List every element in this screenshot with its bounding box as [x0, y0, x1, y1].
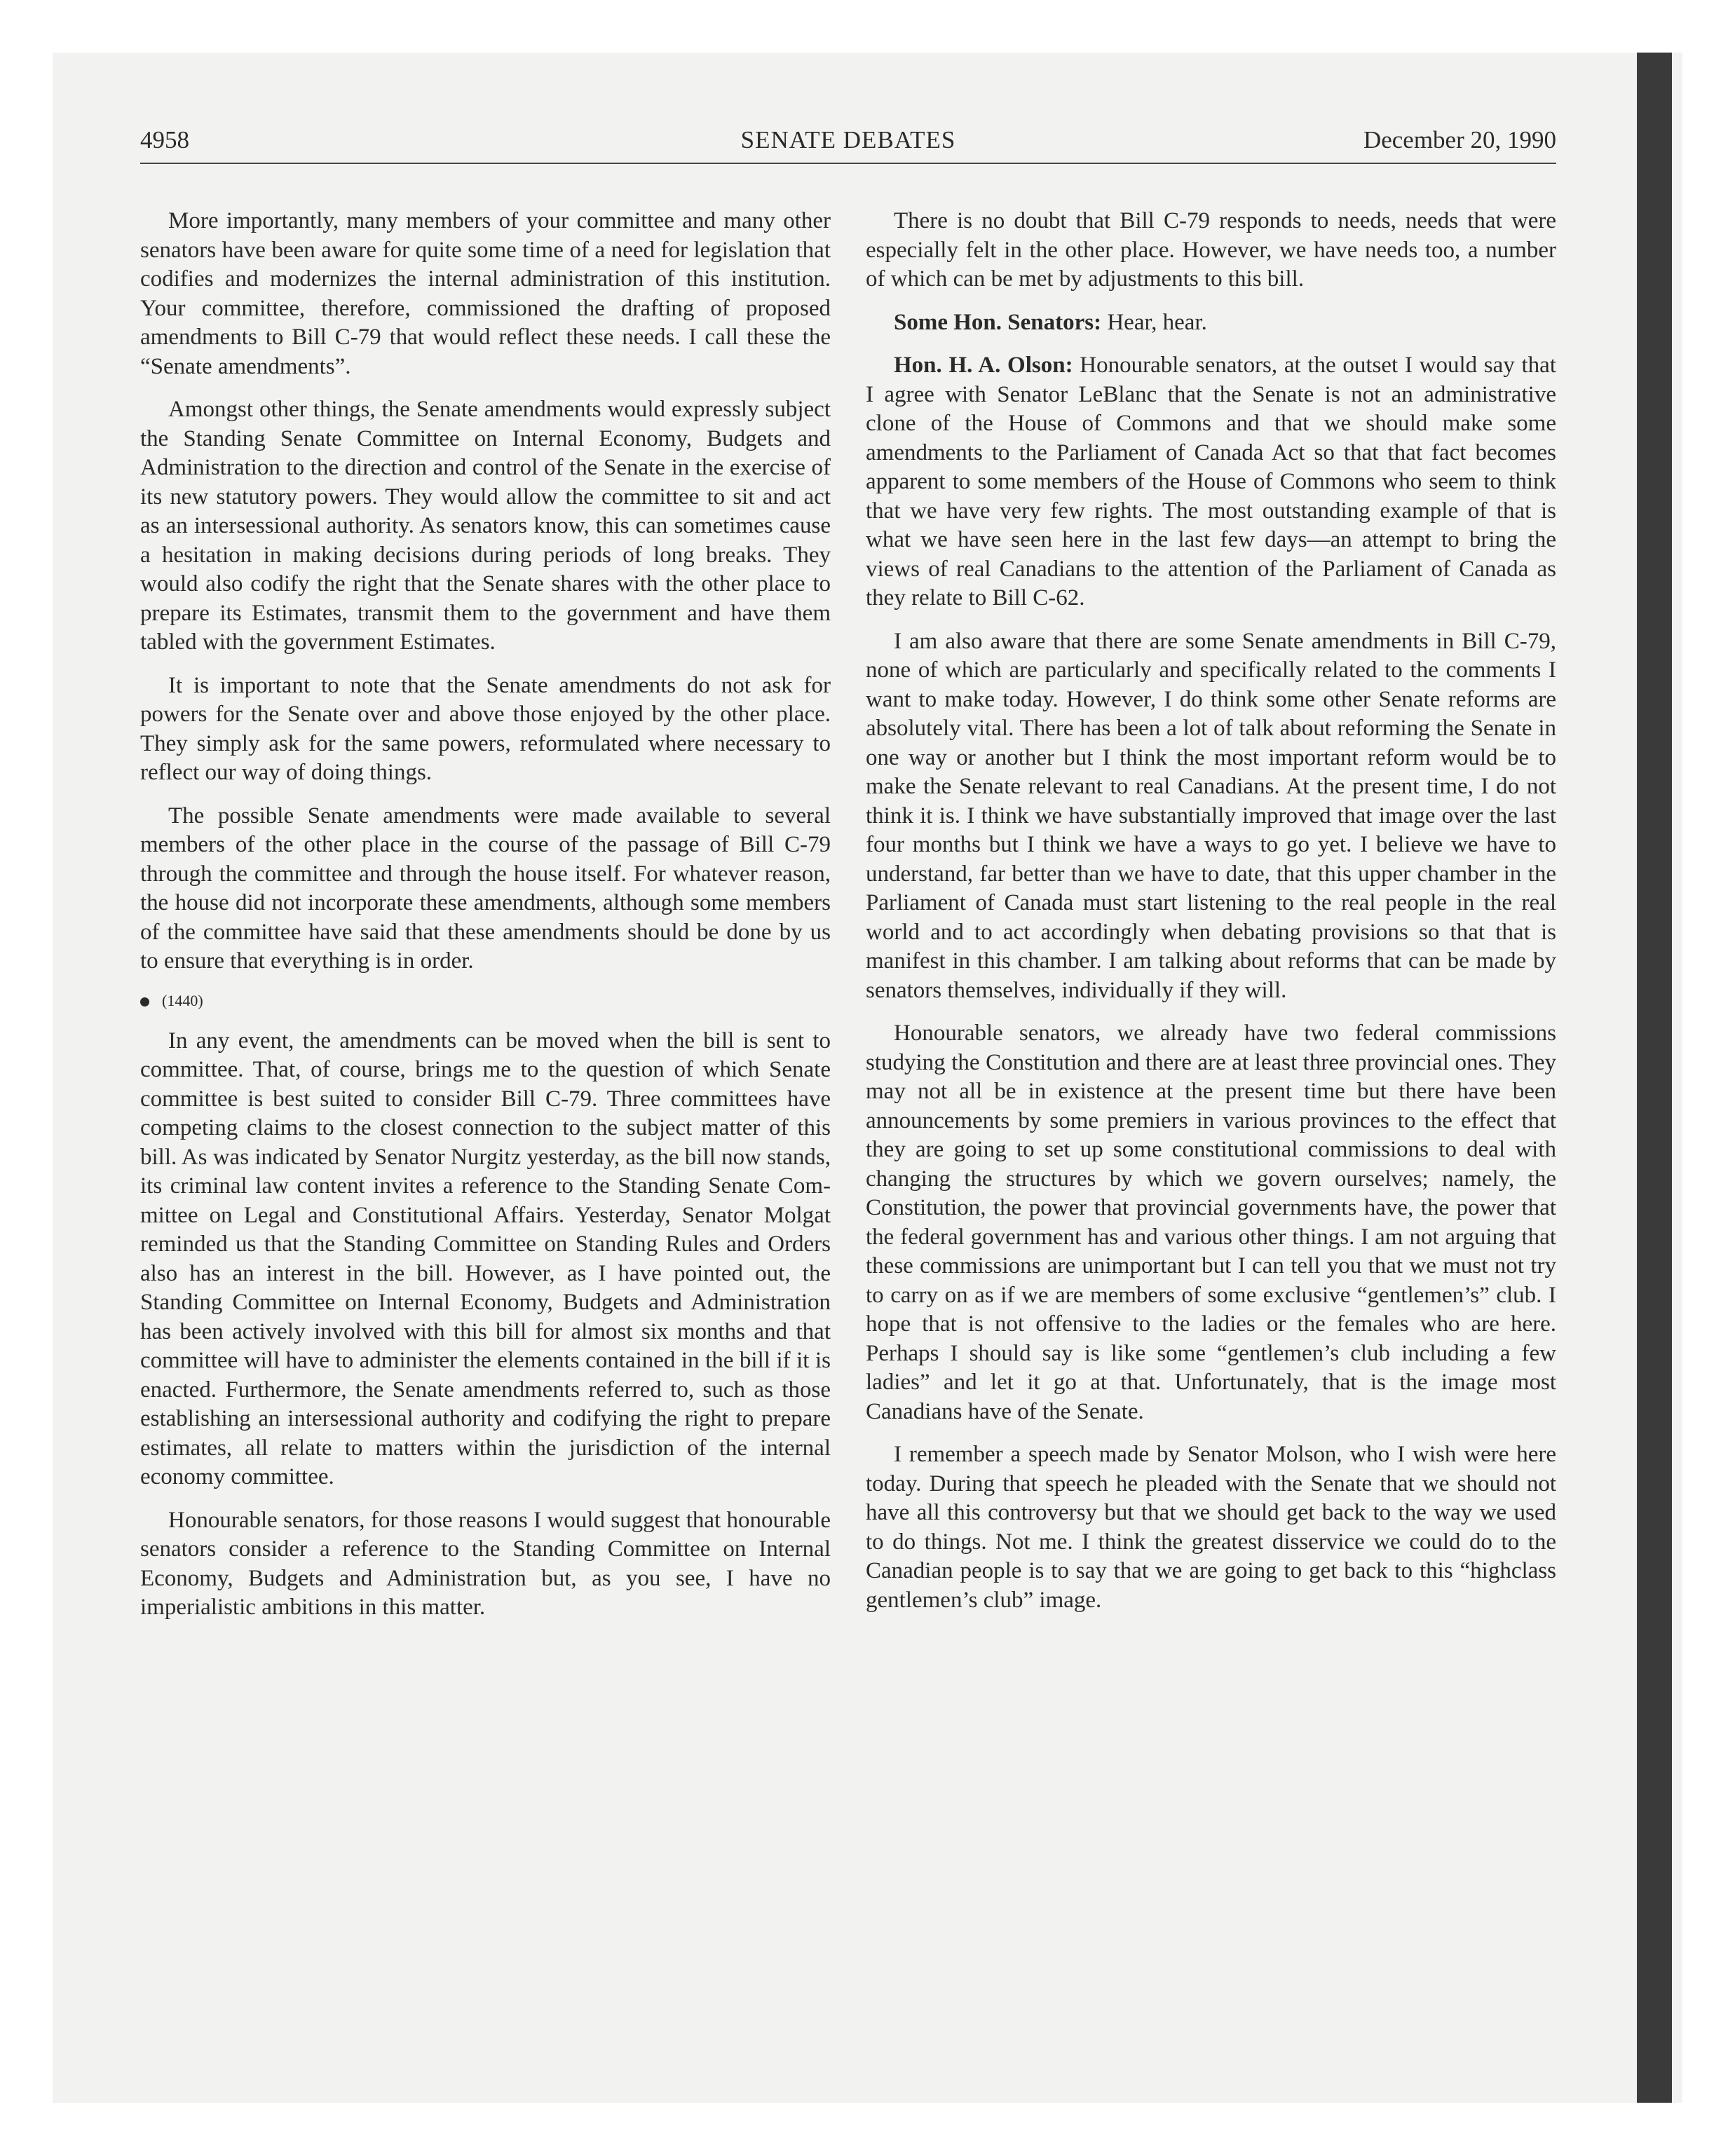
speaker-paragraph [866, 308, 1556, 338]
time-marker-label: (1440) [162, 991, 203, 1009]
publication-title: SENATE DEBATES [740, 126, 956, 153]
left-column [140, 207, 831, 1637]
paragraph: Amongst other things, the Senate amendments would expressly subject the Standing Senate Committee on Internal Economy, Budgets and Administration to the direction and control of the Senate in the exercise of its new statutory powers. They would allow the committee to sit and act as an intersessional authority. As senators know, this can sometimes cause a hesitation in making decisions during periods of long breaks. They would also codify the right that the Senate shares with the other place to prepare its Estimates, transmit them to the government and have them tabled with the government Estimates. [140, 397, 831, 655]
header-date: December 20, 1990 [1363, 126, 1556, 153]
scan-edge-bar [1637, 53, 1672, 2103]
paragraph: I remember a speech made by Senator Molson, who I wish were here today. During that speech he pleaded with the Senate that we should not have all this controversy but that we should get back to the way we used to do things. Not me. I think the greatest disservice we could do to the Canadian people is to say that we are going to get back to this “highclass gentlemen’s club” image. [866, 1442, 1556, 1613]
paragraph: It is important to note that the Senate amendments do not ask for powers for the Senate over and above those enjoyed by the other place. They simply ask for the same powers, reformulated where necessary to reflect our way of doing things. [140, 672, 831, 785]
time-marker [140, 990, 831, 1011]
right-column [866, 207, 1556, 1629]
bullet-dot-icon [140, 997, 149, 1007]
speaker-name: Hon. H. A. Olson: [894, 353, 1073, 378]
paragraph: In any event, the amendments can be moved when the bill is sent to committee. That, of course, brings me to the question of which Senate committee is best suited to consider Bill C-79. Three committees have competing claims to the closest connection to the subject matter of this bill. As was indicated by Senator Nurgitz yesterday, as the bill now stands, its criminal law content invites a reference to the Standing Senate Committee on Legal and Constitutional Affairs. Yesterday, Senator Molgat reminded us that the Standing Committee on Standing Rules and Orders also has an interest in the bill. However, as I have pointed out, the Standing Committee on Internal Economy, Budgets and Administration has been actively involved with this bill for almost six months and that committee will have to administer the elements contained in the bill if it is enacted. Furthermore, the Senate amendments referred to, such as those establishing an intersessional authority and codifying the right to prepare estimates, all relate to matters within the jurisdiction of the internal economy committee. [140, 1028, 831, 1489]
page-header [140, 126, 1556, 164]
paragraph: Honourable senators, for those reasons I would suggest that honourable senators consider a reference to the Standing Committee on Internal Economy, Budgets and Administration but, as you see, I have no imperialistic ambitions in this matter. [140, 1507, 831, 1620]
paragraph: I am also aware that there are some Senate amendments in Bill C-79, none of which are particularly and specifically related to the comments I want to make today. However, I do think some other Senate reforms are absolutely vital. There has been a lot of talk about reforming the Senate in one way or another but I think the most important reform would be to make the Senate relevant to real Canadians. At the present time, I do not think it is. I think we have substantially improved that image over the last four months but I think we have a ways to go yet. I believe we have to understand, far better than we have to date, that this upper chamber in the Parliament of Canada must start listening to the real people in the real world and to act accordingly when debating provisions so that that is manifest in this chamber. I am talking about reforms that can be made by senators themselves, individually if they will. [866, 628, 1556, 1003]
paragraph: The possible Senate amendments were made available to several members of the other place in the course of the passage of Bill C-79 through the committee and through the house itself. For whatever reason, the house did not incorporate these amendments, although some members of the committee have said that these amendments should be done by us to ensure that everything is in order. [140, 803, 831, 974]
speaker-paragraph [866, 351, 1556, 613]
speaker-text: Hear, hear. [1101, 309, 1207, 335]
speaker-text: Honourable senators, at the outset I would say that I agree with Senator LeBlanc that the Senate is not an administrative clone of the House of Commons and that we should make some amendments to the Parliament of Canada Act so that that fact becomes apparent to some members of the House of Commons who seem to think that we have very few rights. The most outstanding example of that is what we have seen here in the last few days—an attempt to bring the views of real Canadians to the attention of the Parliament of Canada as they relate to Bill C-62. [866, 353, 1556, 610]
paragraph: More importantly, many members of your committee and many other senators have been aware for quite some time of a need for legislation that codifies and modernizes the internal administration of this institution. Your committee, therefore, commissioned the drafting of proposed amendments to Bill C-79 that would reflect these needs. I call these the “Senate amendments”. [140, 208, 831, 379]
paragraph: There is no doubt that Bill C-79 responds to needs, needs that were especially felt in the other place. However, we have needs too, a number of which can be met by adjustments to this bill. [866, 208, 1556, 292]
page-number: 4958 [140, 126, 189, 153]
speaker-name: Some Hon. Senators: [894, 309, 1102, 335]
paragraph: Honourable senators, we already have two federal commissions studying the Constitution and there are at least three provincial ones. They may not all be in existence at the present time but there have been announcements by some premiers in various provinces to the effect that they are going to set up some constitutional commissions to deal with changing the structures by which we govern ourselves; namely, the Constitution, the power that provincial governments have, the power that the federal government has and various other things. I am not arguing that these commissions are unimportant but I can tell you that we must not try to carry on as if we are members of some exclusive “gentlemen’s” club. I hope that is not offensive to the ladies or the females who are here. Perhaps I should say is like some “gentlemen’s club including a few ladies” and let it go at that. Unfortunately, that is the image most Canadians have of the Senate. [866, 1021, 1556, 1424]
